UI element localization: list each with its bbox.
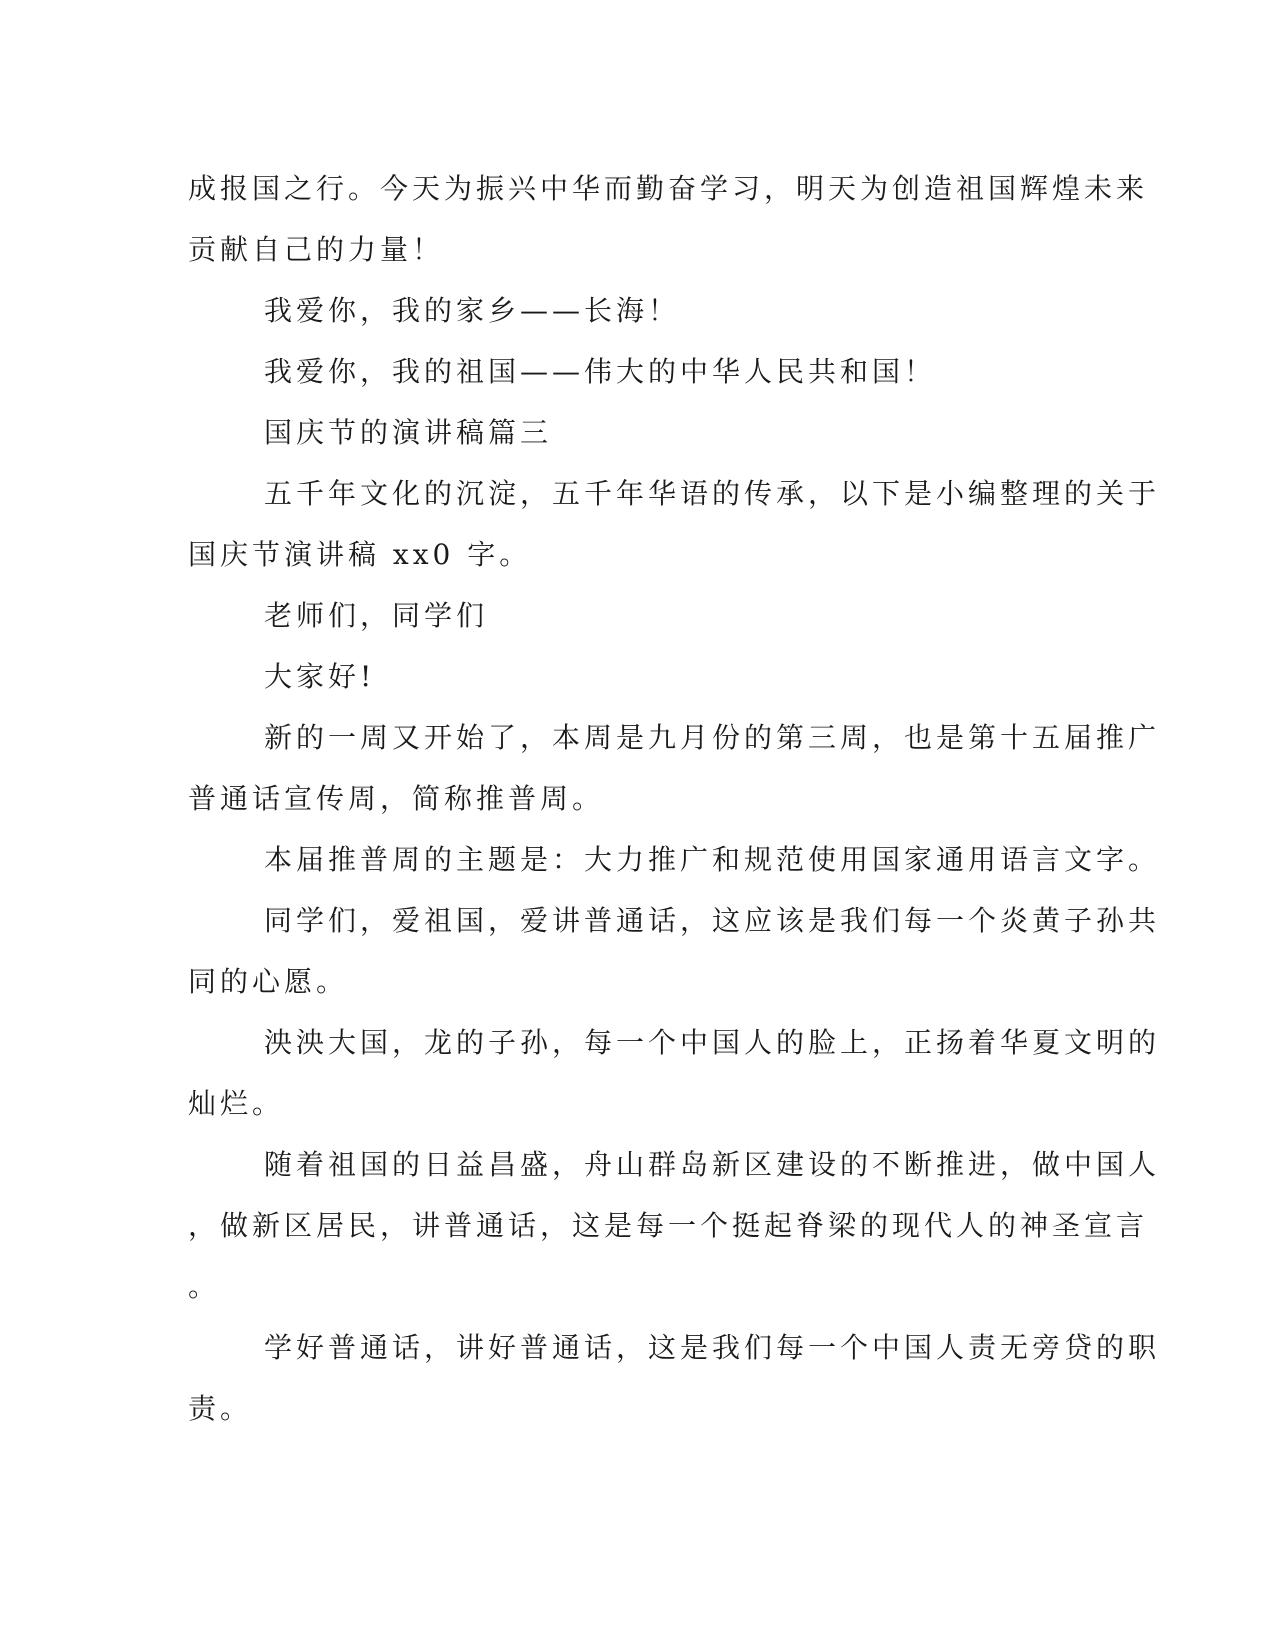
document-body [188,158,1161,1439]
text-line: 普通话宣传周，简称推普周。 [188,782,605,815]
text-line: 学好普通话，讲好普通话，这是我们每一个中国人责无旁贷的职 [264,1331,1161,1364]
text-line: 同的心愿。 [188,965,349,998]
text-line: 责。 [188,1392,253,1425]
text-line: 五千年文化的沉淀，五千年华语的传承，以下是小编整理的关于 [264,477,1161,510]
text-line: ，做新区居民，讲普通话，这是每一个挺起脊梁的现代人的神圣宣言 [188,1209,1149,1242]
text-line: 新的一周又开始了，本周是九月份的第三周，也是第十五届推广 [264,721,1161,754]
text-line: 同学们，爱祖国，爱讲普通话，这应该是我们每一个炎黄子孙共 [264,904,1161,937]
text-line: 本届推普周的主题是：大力推广和规范使用国家通用语言文字。 [264,843,1161,876]
text-line: 老师们，同学们 [264,599,489,632]
text-line: 我爱你，我的家乡——长海！ [264,294,681,327]
text-line: 国庆节演讲稿 xx0 字。 [188,538,532,571]
text-line: 随着祖国的日益昌盛，舟山群岛新区建设的不断推进，做中国人 [264,1148,1161,1181]
text-line: 灿烂。 [188,1087,285,1120]
text-line: 我爱你，我的祖国——伟大的中华人民共和国！ [264,355,937,388]
text-line: 。 [188,1270,221,1303]
text-line: 泱泱大国，龙的子孙，每一个中国人的脸上，正扬着华夏文明的 [264,1026,1161,1059]
text-line: 成报国之行。今天为振兴中华而勤奋学习，明天为创造祖国辉煌未来 [188,172,1149,205]
section-heading: 国庆节的演讲稿篇三 [264,416,553,449]
text-line: 大家好! [264,660,376,693]
text-line: 贡献自己的力量！ [188,233,445,266]
